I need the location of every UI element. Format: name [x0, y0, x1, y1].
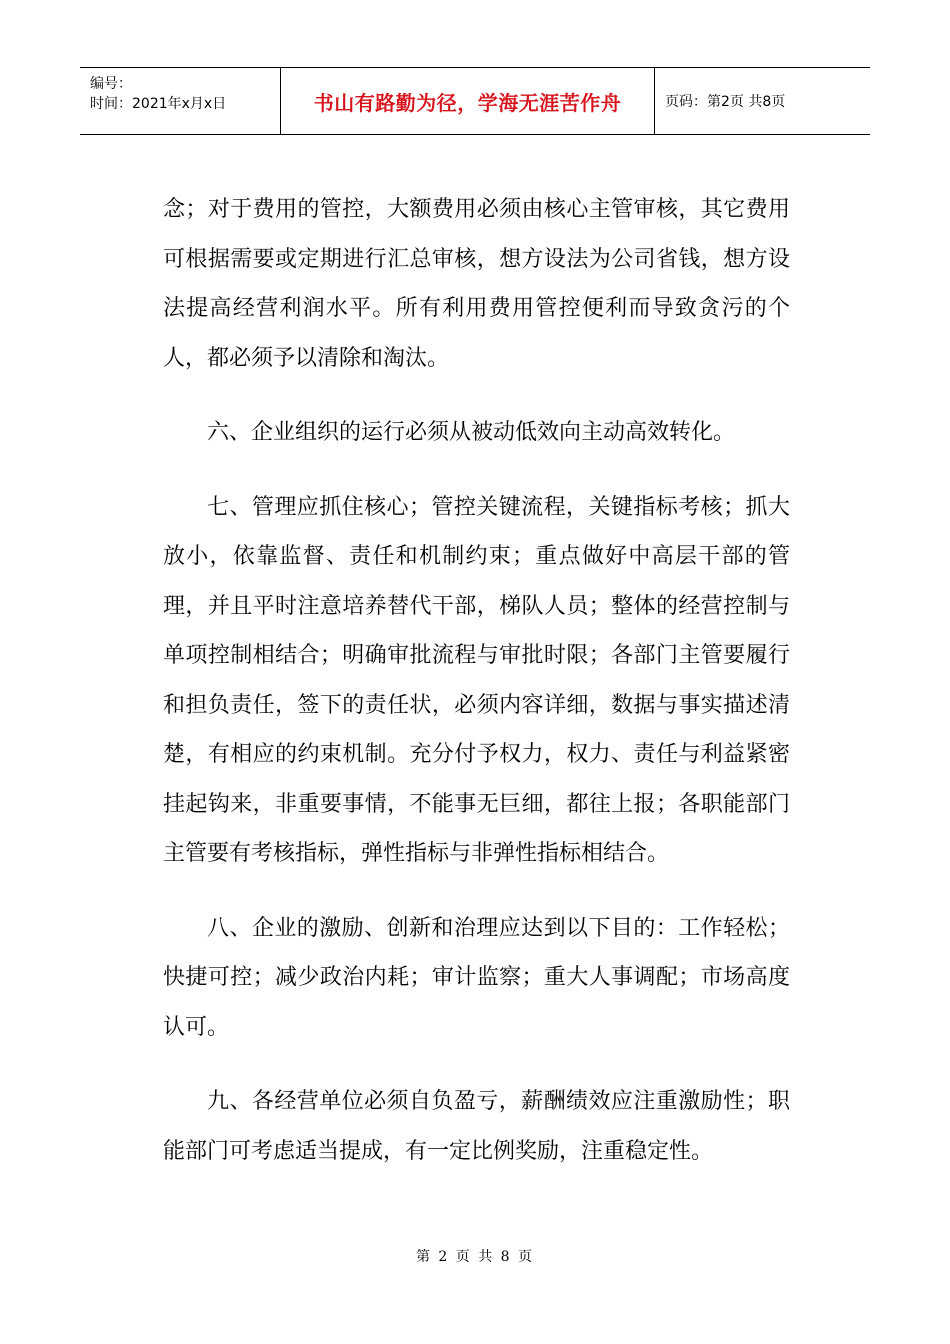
document-header: [80, 67, 870, 135]
paragraph-item-8: 八、企业的激励、创新和治理应达到以下目的：工作轻松；快捷可控；减少政治内耗；审计监察；重大人事调配；市场高度认可。: [163, 915, 790, 1040]
paragraph-item-9: 九、各经营单位必须自负盈亏，薪酬绩效应注重激励性；职能部门可考虑适当提成，有一定比例奖励，注重稳定性。: [163, 1089, 790, 1164]
header-page-info: [655, 68, 870, 134]
page-info-text: 页码：第2页 共8页: [665, 94, 786, 110]
header-meta: [80, 68, 281, 134]
document-body: [163, 185, 790, 1176]
motto-text: 书山有路勤为径，学海无涯苦作舟: [313, 90, 622, 115]
page-footer: 第 2 页 共 8 页: [415, 1249, 535, 1265]
paragraph-item-6: 六、企业组织的运行必须从被动低效向主动高效转化。: [207, 420, 736, 445]
paragraph-continuation: 念；对于费用的管控，大额费用必须由核心主管审核，其它费用可根据需要或定期进行汇总审核，想方设法为公司省钱，想方设法提高经营利润水平。所有利用费用管控便利而导致贪污的个人，都必须予以清除和淘汰。: [163, 197, 790, 371]
header-motto: [281, 68, 655, 134]
serial-number-label: 编号：: [90, 76, 132, 92]
date-label: 时间：2021年x月x日: [90, 96, 227, 112]
paragraph-item-7: 七、管理应抓住核心；管控关键流程，关键指标考核；抓大放小，依靠监督、责任和机制约束；重点做好中高层干部的管理，并且平时注意培养替代干部，梯队人员；整体的经营控制与单项控制相结合；明确审批流程与审批时限；各部门主管要履行和担负责任，签下的责任状，必须内容详细，数据与事实描述清楚，有相应的约束机制。充分付予权力，权力、责任与利益紧密挂起钩来，非重要事情，不能事无巨细，都往上报；各职能部门主管要有考核指标，弹性指标与非弹性指标相结合。: [163, 494, 790, 866]
